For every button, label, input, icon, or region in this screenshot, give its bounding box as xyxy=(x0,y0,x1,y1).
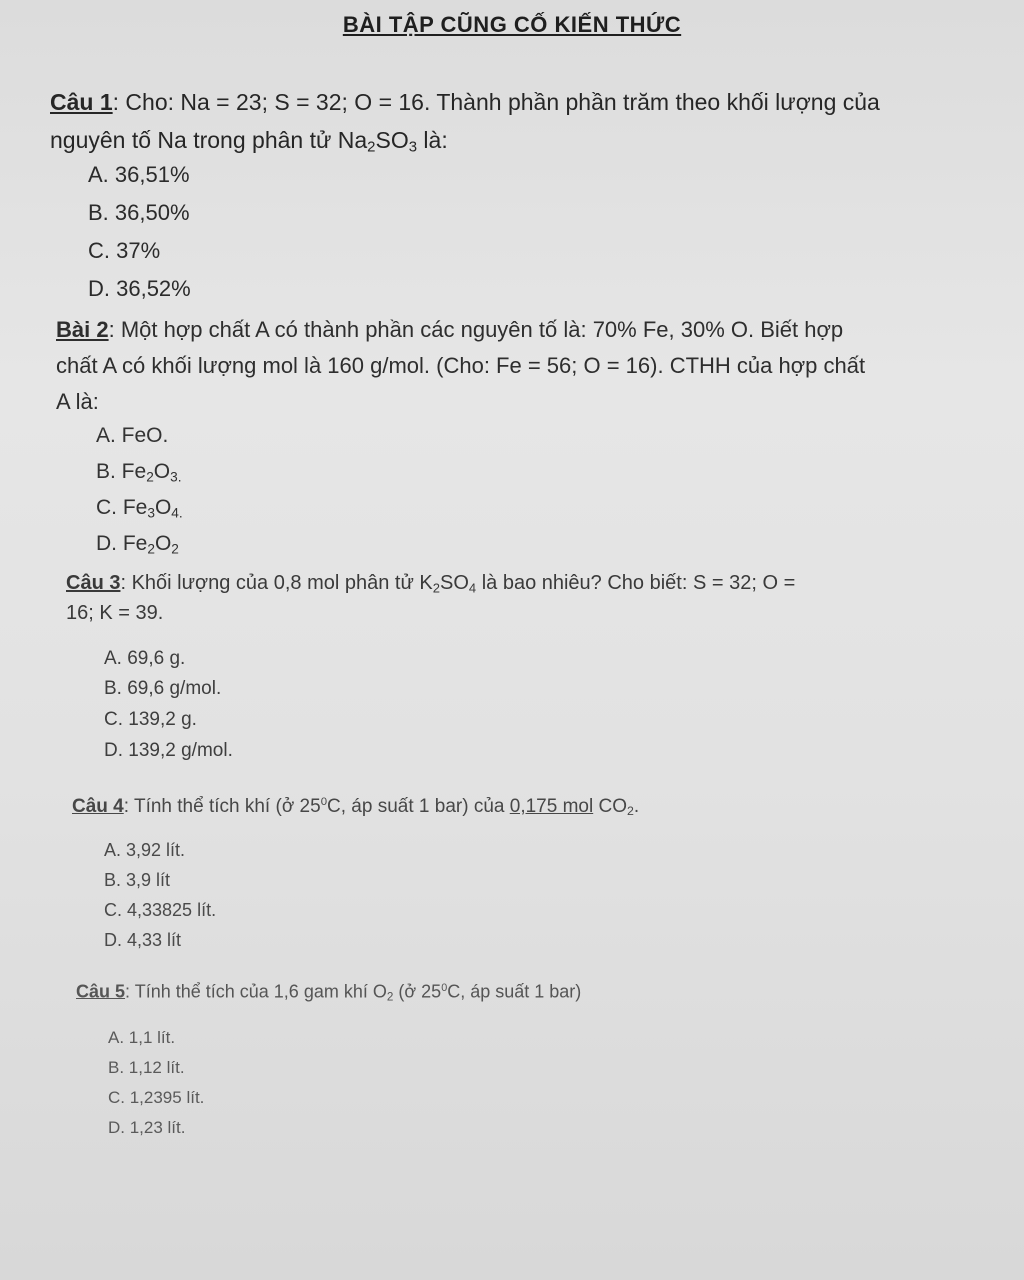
q2-option-b-sub-1: 2 xyxy=(146,469,154,485)
question-2-text-a: Một hợp chất A có thành phần các nguyên tố là: 70% Fe, 30% O. Biết hợp xyxy=(120,317,844,342)
question-2-label: Bài 2 xyxy=(56,317,109,342)
q3-option-b: B. 69,6 g/mol. xyxy=(104,678,222,699)
question-3-text-a: Khối lượng của 0,8 mol phân tử K xyxy=(131,572,433,594)
page-title: BÀI TẬP CŨNG CỐ KIẾN THỨC xyxy=(342,12,682,37)
question-5-text-c: C, áp suất 1 bar) xyxy=(447,981,582,1002)
question-4-text-d: . xyxy=(633,795,640,817)
question-2-line-2: chất A có khối lượng mol là 160 g/mol. (Cho: Fe = 56; O = 16). CTHH của hợp chất xyxy=(56,353,866,378)
q4-option-c: C. 4,33825 lít. xyxy=(104,900,217,920)
question-4-sub: 2 xyxy=(626,803,634,818)
q5-option-d: D. 1,23 lít. xyxy=(108,1118,186,1137)
q2-option-d xyxy=(96,532,179,556)
question-1-line-2 xyxy=(50,122,448,166)
q4-option-a: A. 3,92 lít. xyxy=(104,840,186,860)
question-4-colon: : xyxy=(123,795,134,817)
question-4-sup: 0 xyxy=(320,796,328,808)
question-5-sup: 0 xyxy=(441,982,448,994)
question-1-label: Câu 1 xyxy=(50,89,113,115)
q2-option-b-sub-2: 3. xyxy=(170,469,182,485)
question-1-sub-2: 3 xyxy=(408,138,418,156)
q2-option-c-text: C. Fe xyxy=(96,496,148,519)
q2-option-d-sub-1: 2 xyxy=(147,541,155,557)
q3-option-c: C. 139,2 g. xyxy=(104,709,197,730)
question-2-colon: : xyxy=(108,317,121,342)
q1-option-a: A. 36,51% xyxy=(88,162,190,187)
question-2-line-3: A là: xyxy=(56,389,99,414)
question-3-text-b: SO xyxy=(440,572,469,594)
q2-option-c-sub-1: 3 xyxy=(147,505,155,521)
q2-option-c xyxy=(96,496,183,520)
q3-option-a: A. 69,6 g. xyxy=(104,648,186,669)
question-3-line-2: 16; K = 39. xyxy=(66,602,164,624)
question-1-colon: : xyxy=(112,89,126,115)
question-4 xyxy=(72,784,1002,829)
q2-option-b-text: B. Fe xyxy=(96,460,147,483)
q5-option-b: B. 1,12 lít. xyxy=(108,1058,185,1077)
question-5-label: Câu 5 xyxy=(76,981,126,1002)
question-4-underlined-amount: 0,175 mol xyxy=(509,795,594,817)
q1-option-c: C. 37% xyxy=(88,238,161,263)
question-1-text-c: SO xyxy=(375,127,409,153)
q5-option-c: C. 1,2395 lít. xyxy=(108,1088,205,1107)
q1-option-b: B. 36,50% xyxy=(88,200,190,225)
question-4-text-b: C, áp suất 1 bar) của xyxy=(327,795,510,817)
question-1-text-d: là: xyxy=(417,127,448,153)
q2-option-b xyxy=(96,460,182,484)
question-1-line-1 xyxy=(50,84,880,120)
q3-option-d: D. 139,2 g/mol. xyxy=(104,740,233,761)
q2-option-a: A. FeO. xyxy=(96,424,169,447)
question-5-colon: : xyxy=(125,981,135,1002)
question-5-text-a: Tính thể tích của 1,6 gam khí O xyxy=(134,981,387,1002)
question-3-sub-1: 2 xyxy=(432,580,440,596)
q2-option-c-sub-2: 4. xyxy=(171,505,183,521)
q2-option-d-mid: O xyxy=(154,532,172,555)
q2-option-d-text: D. Fe xyxy=(96,532,148,555)
question-4-label: Câu 4 xyxy=(72,795,124,817)
q2-option-c-mid: O xyxy=(154,496,172,519)
question-2-line-1 xyxy=(56,312,843,348)
question-4-text-a: Tính thể tích khí (ở 25 xyxy=(133,795,321,817)
q2-option-d-sub-2: 2 xyxy=(171,541,179,557)
q2-option-b-mid: O xyxy=(153,460,171,483)
q4-option-d: D. 4,33 lít xyxy=(104,930,182,950)
question-3-label: Câu 3 xyxy=(66,572,121,594)
question-5 xyxy=(76,970,1006,1015)
question-3-line-1 xyxy=(66,565,795,606)
question-1-text-a: Cho: Na = 23; S = 32; O = 16. Thành phần phần trăm theo khối lượng của xyxy=(125,89,880,115)
question-1-text-b: nguyên tố Na trong phân tử Na xyxy=(50,127,368,153)
question-4-text-c: CO xyxy=(593,795,627,817)
q1-option-d: D. 36,52% xyxy=(88,276,191,301)
q5-option-a: A. 1,1 lít. xyxy=(108,1028,176,1047)
question-3-text-c: là bao nhiêu? Cho biết: S = 32; O = xyxy=(476,572,796,594)
question-5-text-b: (ở 25 xyxy=(393,981,442,1002)
question-5-sub: 2 xyxy=(386,990,394,1004)
q4-option-b: B. 3,9 lít xyxy=(104,870,171,890)
question-3-sub-2: 4 xyxy=(468,580,477,596)
question-1-sub-1: 2 xyxy=(367,138,376,156)
question-3-colon: : xyxy=(120,572,132,594)
